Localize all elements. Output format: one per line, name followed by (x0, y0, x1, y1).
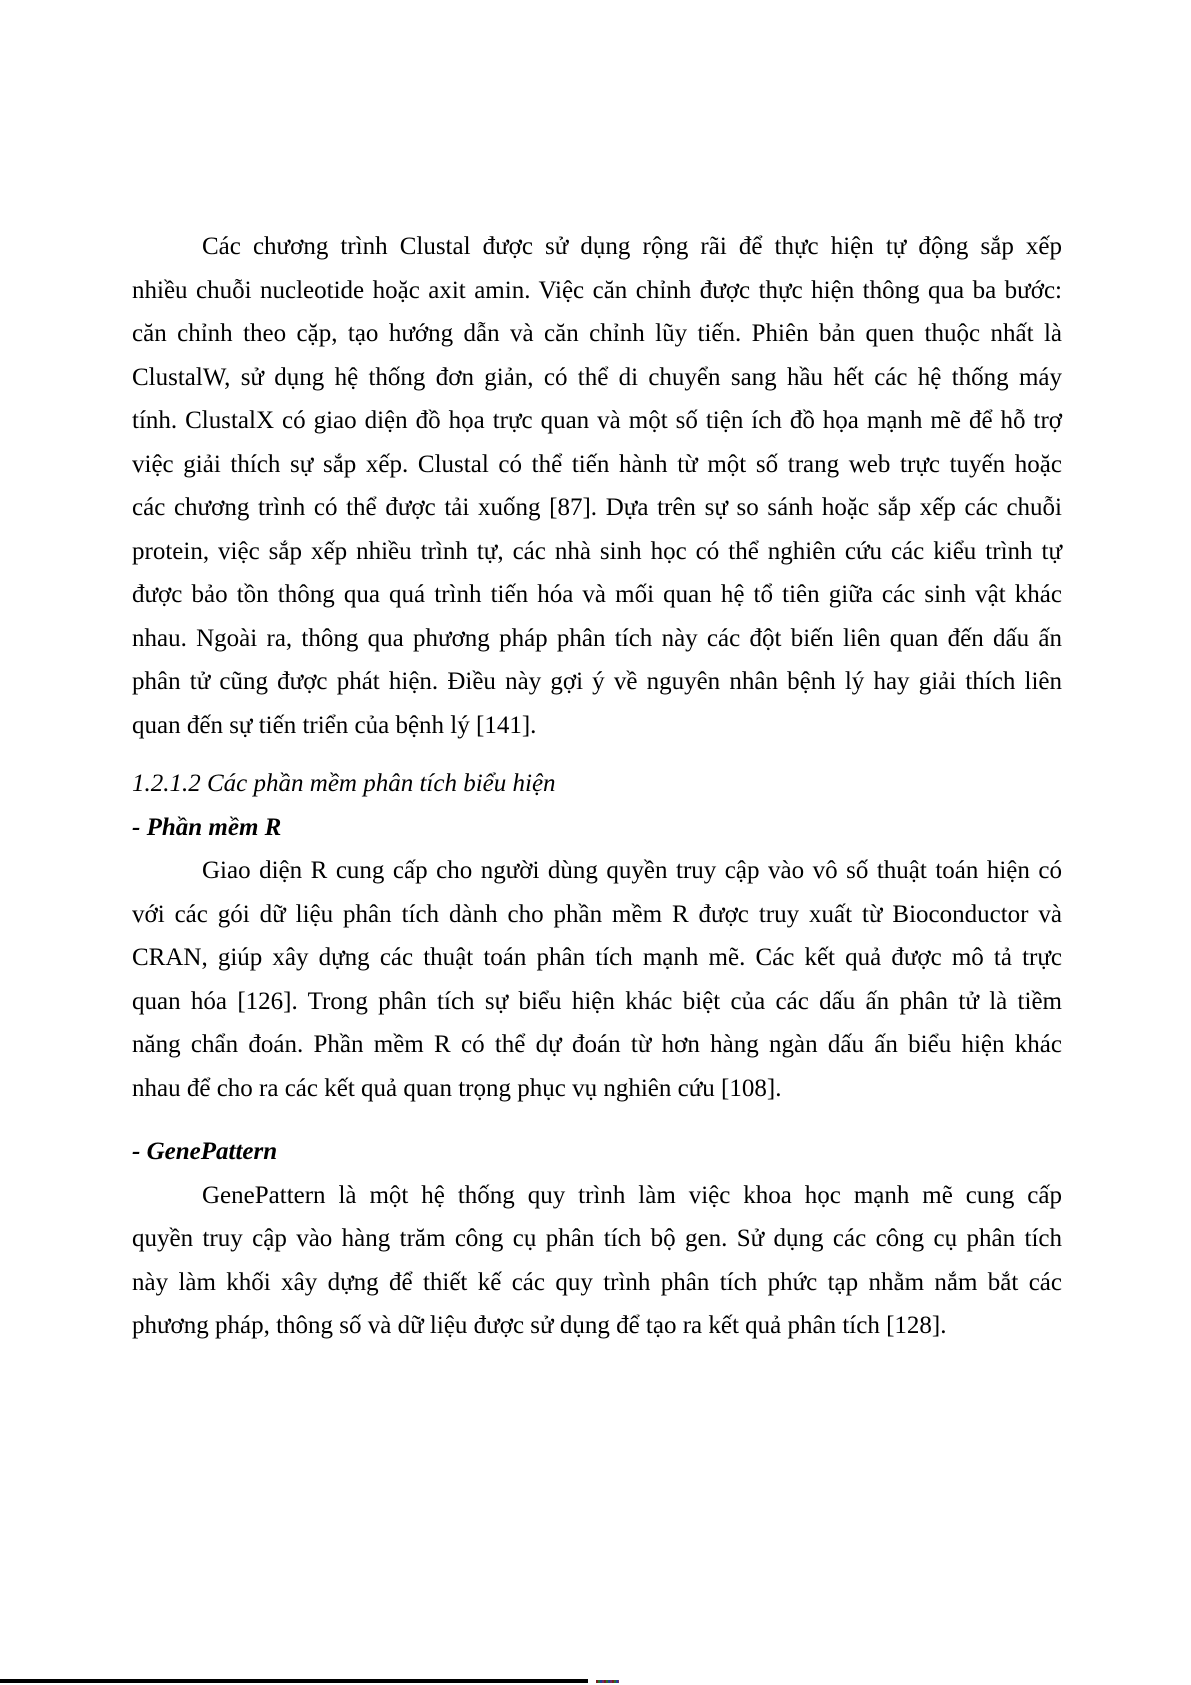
text-line: CRAN, giúp xây dựng các thuật toán phân tích mạnh mẽ. Các kết quả được mô tả trực (132, 944, 1062, 971)
text-line: quan đến sự tiến triển của bệnh lý [141]. (132, 711, 537, 739)
text-line: phân tử cũng được phát hiện. Điều này gợi ý về nguyên nhân bệnh lý hay giải thích liên (132, 668, 1062, 695)
paragraph-r-software (132, 849, 1062, 1110)
text-line: nhiều chuỗi nucleotide hoặc axit amin. Việc căn chỉnh được thực hiện thông qua ba bước: (132, 276, 1062, 304)
section-heading-1-2-1-2: 1.2.1.2 Các phần mềm phân tích biểu hiện (132, 770, 556, 797)
text-line: năng chẩn đoán. Phần mềm R có thể dự đoán từ hơn hàng ngàn dấu ấn biểu hiện khác (132, 1031, 1062, 1058)
text-line: nhau. Ngoài ra, thông qua phương pháp phân tích này các đột biến liên quan đến dấu ấn (132, 624, 1062, 652)
text-line: protein, việc sắp xếp nhiều trình tự, các nhà sinh học có thể nghiên cứu các kiểu trình tự (132, 537, 1062, 565)
text-line: tính. ClustalX có giao diện đồ họa trực quan và một số tiện ích đồ họa mạnh mẽ để hỗ trợ (132, 407, 1062, 434)
text-line: Giao diện R cung cấp cho người dùng quyền truy cập vào vô số thuật toán hiện có (202, 857, 1062, 884)
text-line: được bảo tồn thông qua quá trình tiến hóa và mối quan hệ tổ tiên giữa các sinh vật khác (132, 581, 1062, 608)
text-line: quan hóa [126]. Trong phân tích sự biểu hiện khác biệt của các dấu ấn phân tử là tiềm (132, 987, 1062, 1015)
text-line: các chương trình có thể được tải xuống [87]. Dựa trên sự so sánh hoặc sắp xếp các chuỗi (132, 494, 1062, 521)
footer-scan-artifact (596, 1680, 619, 1683)
text-line: phương pháp, thông số và dữ liệu được sử dụng để tạo ra kết quả phân tích [128]. (132, 1312, 947, 1339)
text-line: nhau để cho ra các kết quả quan trọng phục vụ nghiên cứu [108]. (132, 1074, 782, 1102)
subheading-phan-mem-r: - Phần mềm R (132, 813, 282, 841)
text-line: GenePattern là một hệ thống quy trình làm việc khoa học mạnh mẽ cung cấp (202, 1181, 1062, 1209)
subheading-genepattern: - GenePattern (132, 1138, 278, 1165)
text-line: việc giải thích sự sắp xếp. Clustal có thể tiến hành từ một số trang web trực tuyến hoặc (132, 450, 1062, 478)
text-line: quyền truy cập vào hàng trăm công cụ phân tích bộ gen. Sử dụng các công cụ phân tích (132, 1225, 1062, 1252)
text-line: với các gói dữ liệu phân tích dành cho phần mềm R được truy xuất từ Bioconductor và (132, 900, 1062, 928)
paragraph-genepattern (132, 1174, 1062, 1348)
text-line: căn chỉnh theo cặp, tạo hướng dẫn và căn chỉnh lũy tiến. Phiên bản quen thuộc nhất là (132, 320, 1062, 347)
text-content (132, 225, 1062, 1348)
text-line: này làm khối xây dựng để thiết kế các quy trình phân tích phức tạp nhằm nắm bắt các (132, 1268, 1062, 1296)
footer-rule (0, 1679, 588, 1683)
text-line: ClustalW, sử dụng hệ thống đơn giản, có thể di chuyển sang hầu hết các hệ thống máy (132, 363, 1062, 391)
text-line: Các chương trình Clustal được sử dụng rộng rãi để thực hiện tự động sắp xếp (202, 233, 1062, 260)
paragraph-clustal (132, 225, 1062, 747)
